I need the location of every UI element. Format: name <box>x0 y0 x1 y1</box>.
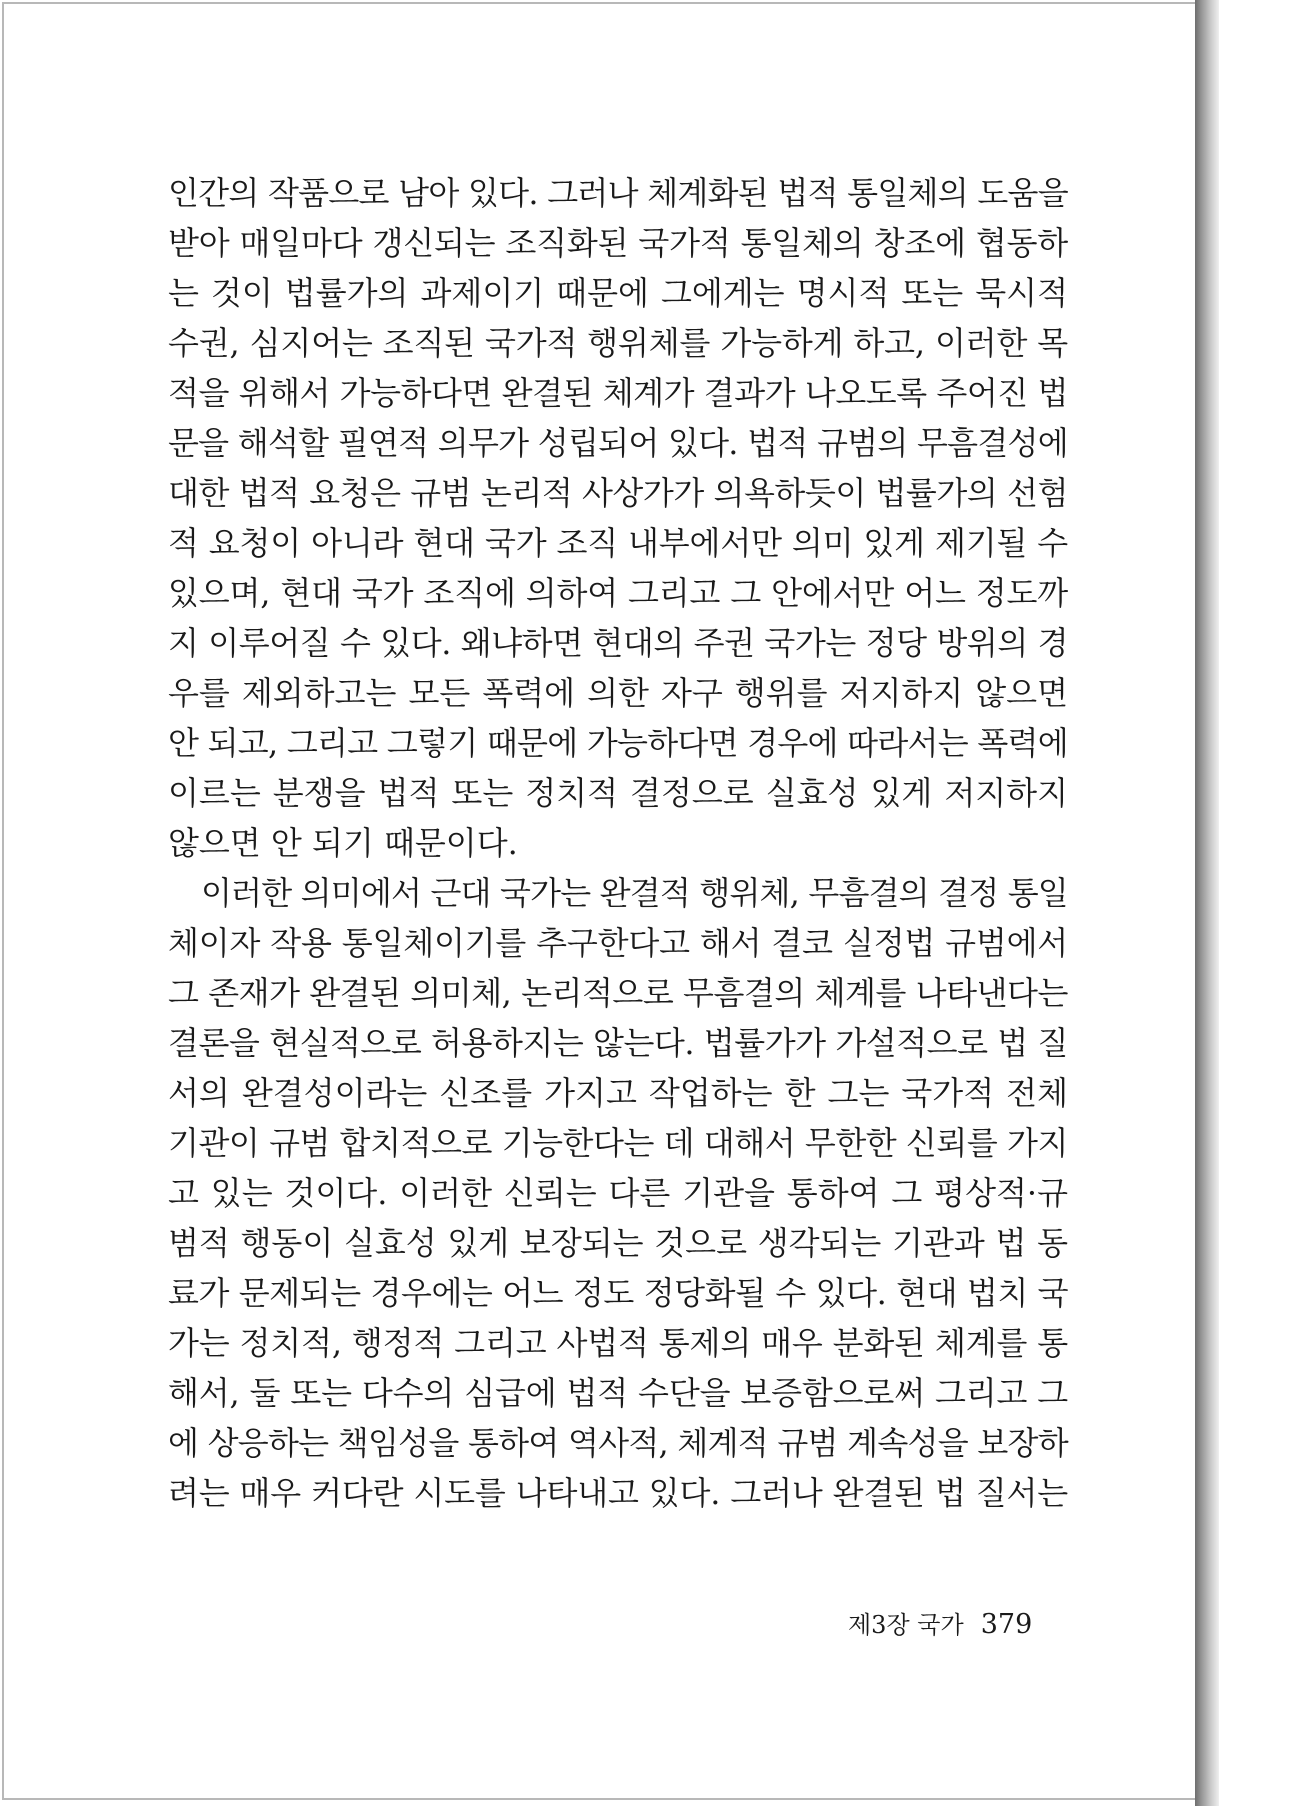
text-line: 가는 정치적, 행정적 그리고 사법적 통제의 매우 분화된 체계를 통 <box>168 1324 1069 1362</box>
text-line: 해서, 둘 또는 다수의 심급에 법적 수단을 보증함으로써 그리고 그 <box>168 1374 1069 1412</box>
text-line: 인간의 작품으로 남아 있다. 그러나 체계화된 법적 통일체의 도움을 <box>168 174 1068 212</box>
page-number: 379 <box>980 1609 1033 1640</box>
text-line: 이르는 분쟁을 법적 또는 정치적 결정으로 실효성 있게 저지하지 <box>168 774 1068 812</box>
text-line: 서의 완결성이라는 신조를 가지고 작업하는 한 그는 국가적 전체 <box>168 1074 1068 1112</box>
text-line: 범적 행동이 실효성 있게 보장되는 것으로 생각되는 기관과 법 동 <box>168 1224 1068 1262</box>
text-line: 받아 매일마다 갱신되는 조직화된 국가적 통일체의 창조에 협동하 <box>168 224 1069 262</box>
text-line: 대한 법적 요청은 규범 논리적 사상가가 의욕하듯이 법률가의 선험 <box>168 474 1068 512</box>
paragraph-2 <box>168 868 1068 1518</box>
page-footer <box>848 1605 1032 1640</box>
paragraph-1 <box>168 168 1068 868</box>
text-line: 려는 매우 커다란 시도를 나타내고 있다. 그러나 완결된 법 질서는 <box>168 1474 1069 1512</box>
body-text <box>168 168 1068 1518</box>
text-line: 기관이 규범 합치적으로 기능한다는 데 대해서 무한한 신뢰를 가지 <box>168 1124 1068 1162</box>
text-line: 는 것이 법률가의 과제이기 때문에 그에게는 명시적 또는 묵시적 <box>168 274 1068 312</box>
text-line: 있으며, 현대 국가 조직에 의하여 그리고 그 안에서만 어느 정도까 <box>168 574 1069 612</box>
text-line: 체이자 작용 통일체이기를 추구한다고 해서 결코 실정법 규범에서 <box>168 924 1069 962</box>
text-line: 우를 제외하고는 모든 폭력에 의한 자구 행위를 저지하지 않으면 <box>168 674 1068 712</box>
text-line: 적 요청이 아니라 현대 국가 조직 내부에서만 의미 있게 제기될 수 <box>168 524 1069 562</box>
chapter-title: 제3장 국가 <box>848 1611 964 1639</box>
text-line: 안 되고, 그리고 그렇기 때문에 가능하다면 경우에 따라서는 폭력에 <box>168 724 1068 762</box>
text-line: 료가 문제되는 경우에는 어느 정도 정당화될 수 있다. 현대 법치 국 <box>168 1274 1069 1312</box>
text-line: 결론을 현실적으로 허용하지는 않는다. 법률가가 가설적으로 법 질 <box>168 1024 1068 1062</box>
text-line: 그 존재가 완결된 의미체, 논리적으로 무흠결의 체계를 나타낸다는 <box>168 974 1068 1012</box>
text-line: 수권, 심지어는 조직된 국가적 행위체를 가능하게 하고, 이러한 목 <box>168 324 1069 362</box>
text-line: 지 이루어질 수 있다. 왜냐하면 현대의 주권 국가는 정당 방위의 경 <box>168 624 1069 662</box>
text-line: 에 상응하는 책임성을 통하여 역사적, 체계적 규범 계속성을 보장하 <box>168 1424 1068 1462</box>
text-line: 고 있는 것이다. 이러한 신뢰는 다른 기관을 통하여 그 평상적·규 <box>168 1174 1068 1212</box>
text-line: 적을 위해서 가능하다면 완결된 체계가 결과가 나오도록 주어진 법 <box>168 374 1068 412</box>
page-edge-shadow <box>1195 0 1219 1806</box>
text-line: 이러한 의미에서 근대 국가는 완결적 행위체, 무흠결의 결정 통일 <box>201 874 1068 912</box>
text-line: 않으면 안 되기 때문이다. <box>168 824 518 862</box>
text-line: 문을 해석할 필연적 의무가 성립되어 있다. 법적 규범의 무흠결성에 <box>168 424 1068 462</box>
